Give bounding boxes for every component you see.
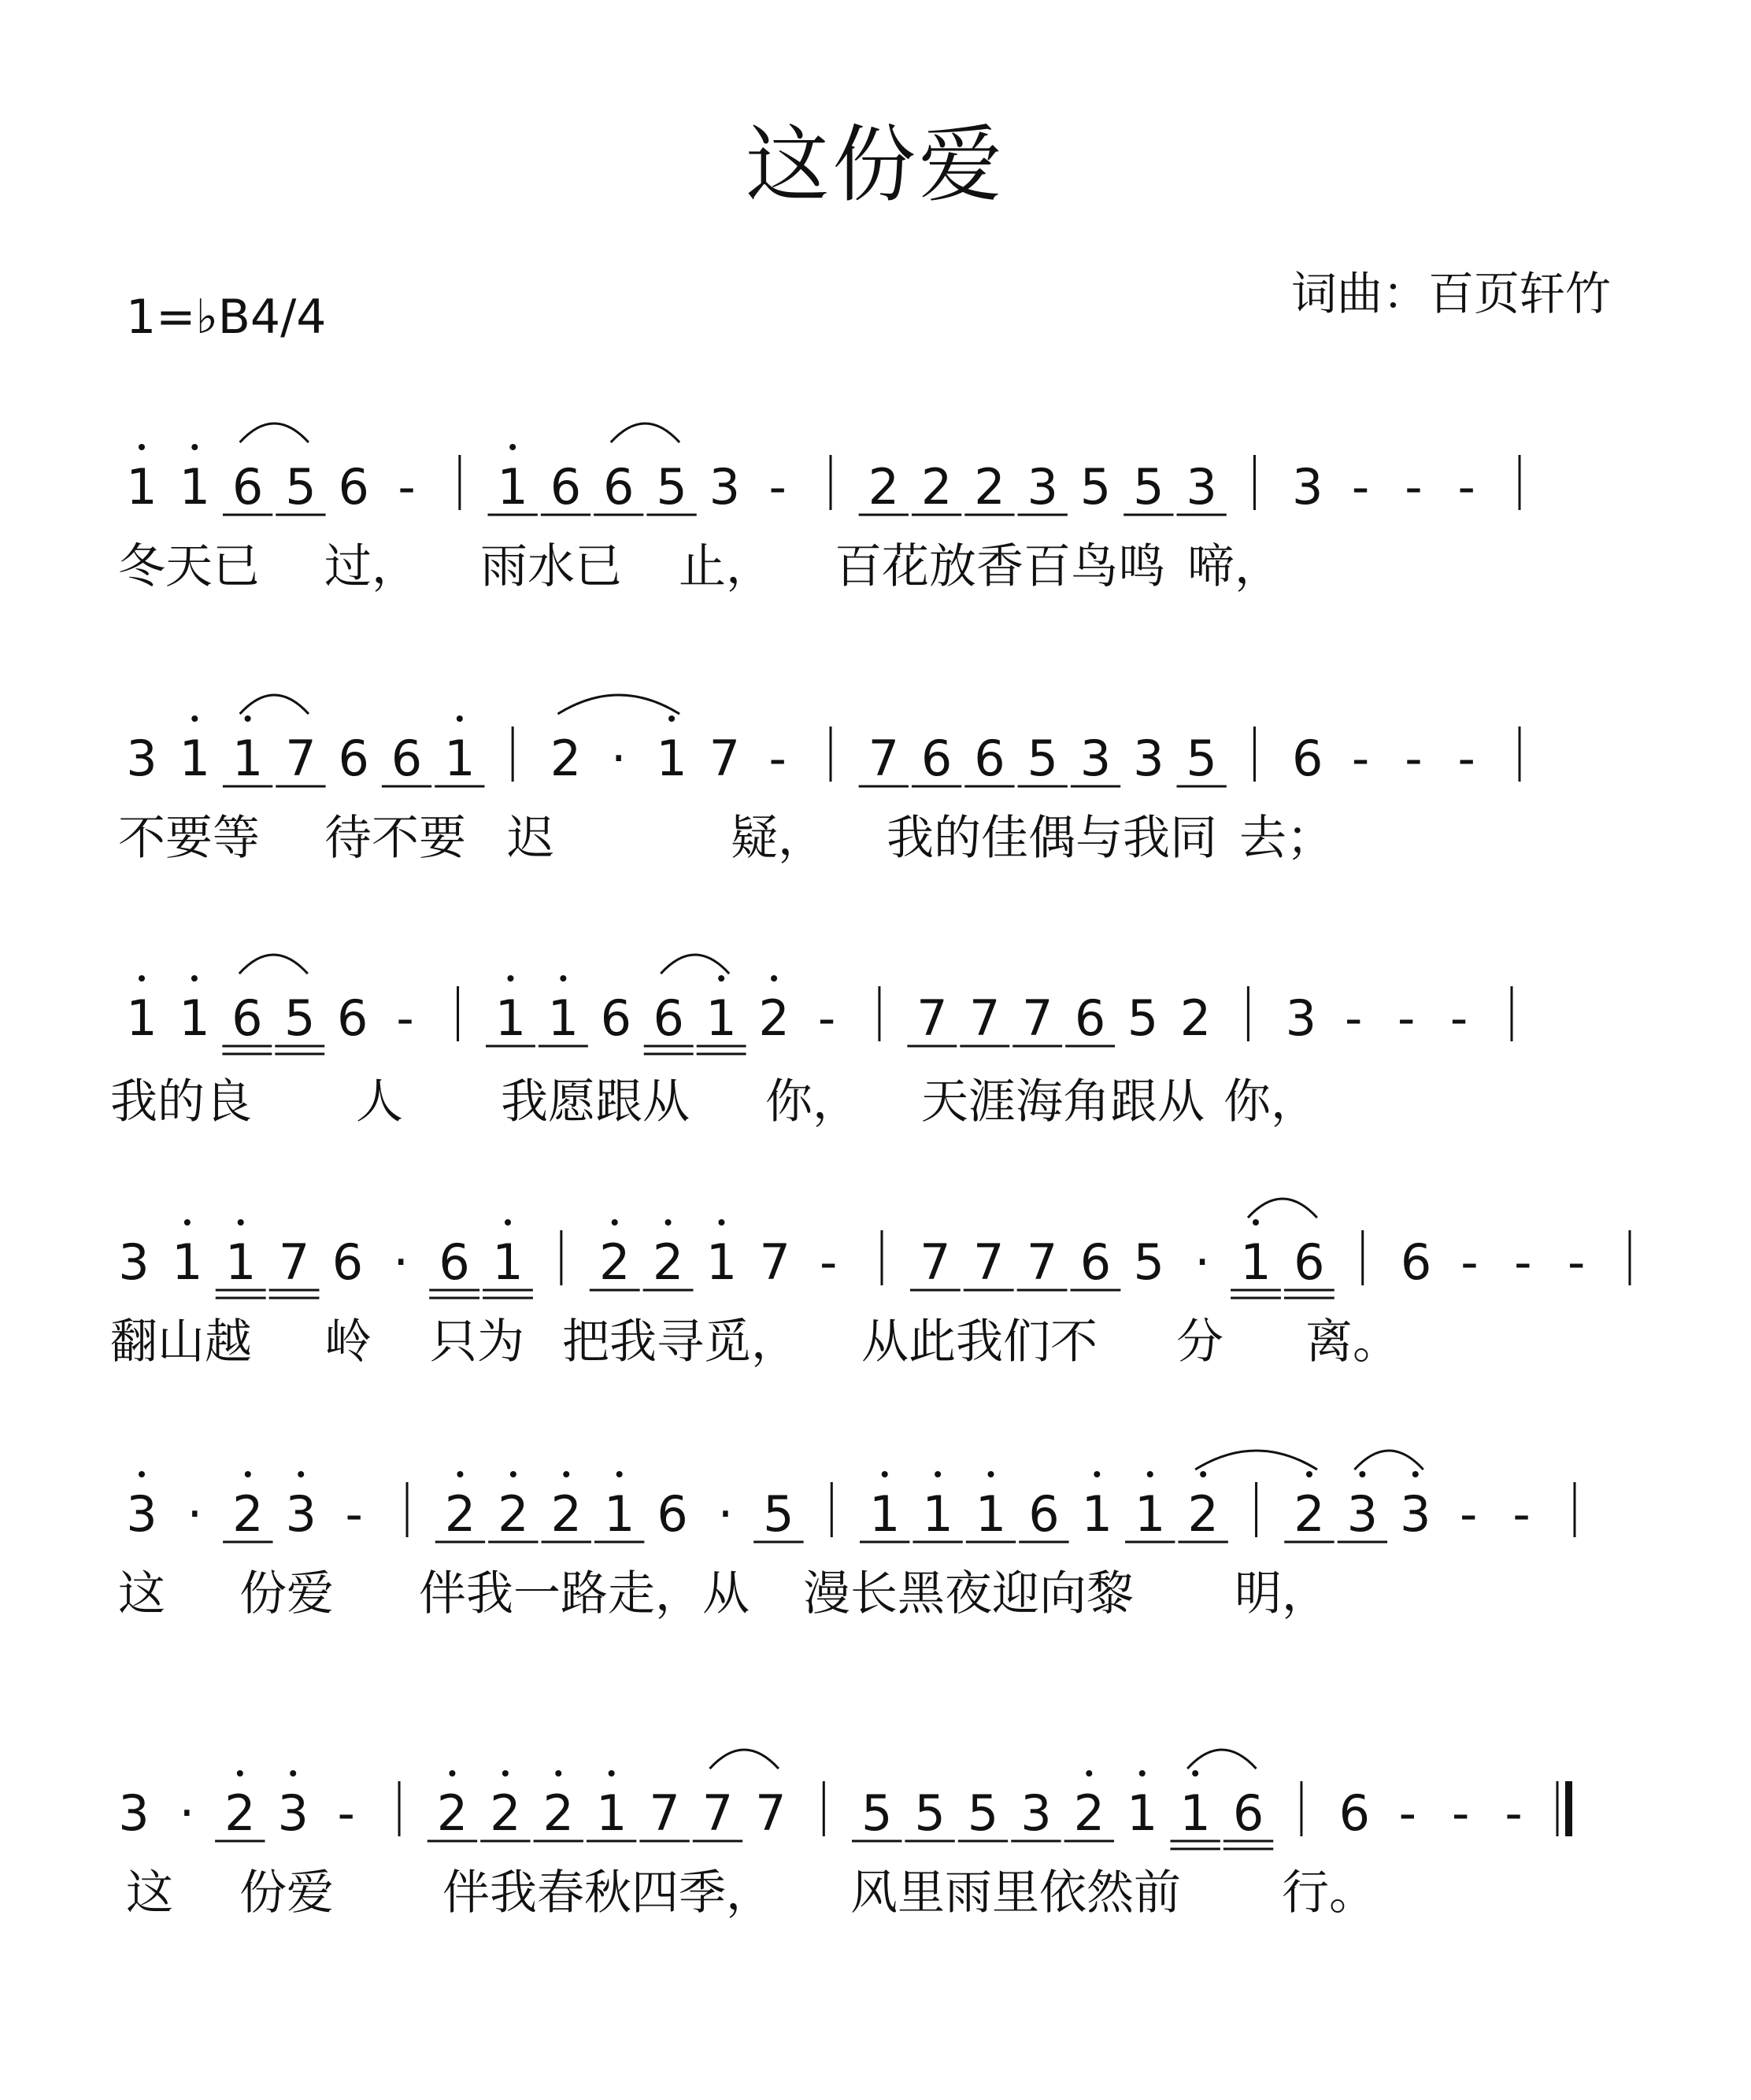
note: 5 <box>1079 458 1112 516</box>
note: 2 <box>1073 1784 1105 1842</box>
note: 6 <box>1294 1233 1325 1291</box>
note: 5 <box>1133 458 1164 516</box>
slur <box>1354 1451 1423 1470</box>
note: 2 <box>868 458 900 516</box>
note: 1 <box>656 730 687 787</box>
lyric-phrase: 明， <box>1235 1566 1329 1621</box>
extension-dash: - <box>1505 1784 1523 1842</box>
octave-dot <box>191 975 198 982</box>
note: 6 <box>1074 989 1106 1047</box>
lyric-phrase: 你， <box>1223 1074 1318 1129</box>
note: 6 <box>391 730 423 787</box>
octave-dot <box>1306 1471 1312 1477</box>
note: 5 <box>1133 1233 1165 1291</box>
slur <box>240 423 309 442</box>
note: 3 <box>126 730 157 787</box>
lyric-phrase: 行。 <box>1282 1865 1376 1921</box>
note: 1 <box>1127 1784 1158 1842</box>
note: 6 <box>603 458 635 516</box>
extension-dash: - <box>1398 1784 1416 1842</box>
lyric-phrase: 止， <box>679 539 773 594</box>
octave-dot <box>245 715 251 722</box>
octave-dot <box>139 975 145 982</box>
octave-dot <box>1192 1770 1198 1776</box>
octave-dot <box>184 1219 191 1226</box>
note: 1 <box>547 989 579 1047</box>
lyric-phrase: 离。 <box>1305 1314 1400 1370</box>
octave-dot <box>290 1770 296 1776</box>
composer-credit: 词曲：百页轩竹 <box>1291 267 1612 320</box>
note: 3 <box>1133 730 1164 787</box>
score-line-6 <box>118 1750 1572 1921</box>
note: 2 <box>444 1485 476 1543</box>
octave-dot <box>988 1471 994 1477</box>
dot: · <box>610 730 627 787</box>
dot: · <box>393 1233 409 1291</box>
note: 6 <box>1400 1233 1432 1291</box>
octave-dot <box>457 715 463 722</box>
note: 1 <box>1135 1485 1166 1543</box>
note: 2 <box>224 1784 256 1842</box>
note: 1 <box>603 1485 635 1543</box>
lyric-phrase: 疑， <box>731 811 825 866</box>
note: 1 <box>868 1485 901 1543</box>
slur <box>661 955 729 974</box>
note: 2 <box>758 989 790 1047</box>
lyric-phrase: 这 <box>126 1865 173 1921</box>
lyric-phrase: 从此我们不 <box>861 1314 1098 1370</box>
note: 1 <box>705 1233 738 1291</box>
note: 3 <box>1186 458 1217 516</box>
final-barline-thick <box>1565 1781 1572 1836</box>
note: 1 <box>126 458 157 516</box>
note: 2 <box>232 1485 264 1543</box>
extension-dash: - <box>1397 989 1416 1047</box>
note: 1 <box>179 730 211 787</box>
lyric-phrase: 翻山越 <box>110 1314 252 1370</box>
lyric-phrase: 分 <box>1176 1314 1223 1370</box>
octave-dot <box>718 1219 724 1226</box>
note: 3 <box>1285 989 1317 1047</box>
note: 3 <box>118 1233 150 1291</box>
note: 3 <box>1346 1485 1379 1543</box>
note: 6 <box>231 989 263 1047</box>
note: 2 <box>1187 1485 1219 1543</box>
note: 3 <box>1400 1485 1431 1543</box>
note: 3 <box>1027 458 1058 516</box>
note: 3 <box>285 1485 317 1543</box>
note: 6 <box>1292 730 1323 787</box>
dot: · <box>717 1485 734 1543</box>
note: 7 <box>702 1784 734 1842</box>
note: 7 <box>649 1784 680 1842</box>
extension-dash: - <box>1567 1233 1586 1291</box>
note: 2 <box>498 1485 529 1543</box>
note: 2 <box>598 1233 631 1291</box>
octave-dot <box>1086 1770 1092 1776</box>
note: 6 <box>338 458 369 516</box>
note: 5 <box>1127 989 1159 1047</box>
octave-dot <box>668 715 675 722</box>
dot: · <box>187 1485 203 1543</box>
extension-dash: - <box>1351 458 1370 516</box>
note: 1 <box>1240 1233 1272 1291</box>
extension-dash: - <box>1449 989 1468 1047</box>
note: 3 <box>1020 1784 1052 1842</box>
lyric-phrase: 雨水已 <box>480 539 622 594</box>
note: 7 <box>969 989 1001 1047</box>
note: 6 <box>338 730 369 787</box>
lyric-phrase: 啼， <box>1187 539 1282 594</box>
extension-dash: - <box>396 989 414 1047</box>
octave-dot <box>505 1219 511 1226</box>
score-line-3 <box>110 955 1512 1129</box>
note: 7 <box>709 730 741 787</box>
note: 7 <box>1021 989 1053 1047</box>
note: 2 <box>490 1784 521 1842</box>
note: 7 <box>759 1233 791 1291</box>
extension-dash: - <box>1512 1485 1531 1543</box>
note: 2 <box>550 1485 582 1543</box>
note: 1 <box>126 989 157 1047</box>
lyric-phrase: 份爱 <box>239 1865 334 1921</box>
score-line-2 <box>118 695 1520 866</box>
lyric-phrase: 你， <box>765 1074 860 1129</box>
lyric-phrase: 百花放香百鸟鸣 <box>835 539 1165 594</box>
extension-dash: - <box>1460 1233 1479 1291</box>
octave-dot <box>191 444 198 450</box>
octave-dot <box>1359 1471 1365 1477</box>
octave-dot <box>139 1471 145 1477</box>
note: 2 <box>974 458 1005 516</box>
note: 5 <box>861 1784 893 1842</box>
extension-dash: - <box>1345 989 1363 1047</box>
note: 1 <box>492 1233 524 1291</box>
note: 6 <box>653 989 684 1047</box>
song-title: 这份爱 <box>746 116 1005 213</box>
octave-dot <box>1412 1471 1419 1477</box>
note: 6 <box>231 458 264 516</box>
note: 6 <box>439 1233 470 1291</box>
lyric-phrase: 份爱 <box>239 1566 334 1621</box>
note: 1 <box>231 730 264 787</box>
extension-dash: - <box>398 458 416 516</box>
octave-dot <box>1147 1471 1153 1477</box>
note: 1 <box>497 458 528 516</box>
note: 6 <box>1232 1784 1264 1842</box>
octave-dot <box>245 1471 251 1477</box>
octave-dot <box>509 444 516 450</box>
lyric-phrase: 伴我春秋四季， <box>442 1865 773 1921</box>
slur <box>1195 1451 1317 1470</box>
note: 2 <box>920 458 953 516</box>
note: 1 <box>975 1485 1007 1543</box>
note: 2 <box>1179 989 1212 1047</box>
note: 7 <box>285 730 317 787</box>
note: 3 <box>126 1485 157 1543</box>
note: 6 <box>920 730 953 787</box>
note: 5 <box>1027 730 1058 787</box>
octave-dot <box>502 1770 509 1776</box>
note: 2 <box>542 1784 574 1842</box>
octave-dot <box>457 1471 463 1477</box>
octave-dot <box>555 1770 561 1776</box>
lyric-phrase: 伴我一路走，从 <box>419 1566 750 1621</box>
slur <box>709 1750 778 1769</box>
octave-dot <box>560 975 566 982</box>
octave-dot <box>507 975 513 982</box>
note: 5 <box>284 989 316 1047</box>
extension-dash: - <box>1405 730 1423 787</box>
note: 2 <box>436 1784 468 1842</box>
note: 1 <box>494 989 527 1047</box>
octave-dot <box>563 1471 569 1477</box>
note: 7 <box>278 1233 310 1291</box>
extension-dash: - <box>1457 730 1475 787</box>
extension-dash: - <box>1457 458 1475 516</box>
note: 7 <box>972 1233 1005 1291</box>
lyric-phrase: 去； <box>1239 811 1334 866</box>
extension-dash: - <box>1459 1485 1478 1543</box>
extension-dash: - <box>1514 1233 1532 1291</box>
note: 6 <box>1028 1485 1060 1543</box>
lyric-phrase: 待不要 <box>324 811 466 866</box>
extension-dash: - <box>345 1485 363 1543</box>
octave-dot <box>616 1471 623 1477</box>
lyric-phrase: 风里雨里依然前 <box>850 1865 1181 1921</box>
note: 7 <box>1026 1233 1058 1291</box>
octave-dot <box>298 1471 304 1477</box>
note: 5 <box>285 458 317 516</box>
octave-dot <box>1253 1219 1259 1226</box>
note: 6 <box>1079 1233 1112 1291</box>
slur <box>557 695 679 714</box>
note: 5 <box>1186 730 1217 787</box>
lyric-phrase: 这 <box>118 1566 165 1621</box>
lyric-phrase: 天涯海角跟从 <box>921 1074 1205 1129</box>
note: 7 <box>920 1233 951 1291</box>
octave-dot <box>191 715 198 722</box>
note: 7 <box>916 989 948 1047</box>
note: 1 <box>595 1784 627 1842</box>
octave-dot <box>882 1471 888 1477</box>
note: 7 <box>755 1784 787 1842</box>
note: 2 <box>1294 1485 1325 1543</box>
octave-dot <box>1200 1471 1206 1477</box>
octave-dot <box>609 1770 615 1776</box>
octave-dot <box>510 1471 516 1477</box>
note: 1 <box>224 1233 257 1291</box>
lyric-phrase: 把我寻觅， <box>562 1314 798 1370</box>
note: 6 <box>657 1485 688 1543</box>
lyric-phrase: 我愿跟从 <box>501 1074 690 1129</box>
lyric-phrase: 迟 <box>507 811 554 866</box>
key-signature: 1=♭B4/4 <box>126 290 327 345</box>
octave-dot <box>139 444 145 450</box>
extension-dash: - <box>817 989 836 1047</box>
lyric-phrase: 我的佳偶与我同 <box>887 811 1217 866</box>
octave-dot <box>612 1219 618 1226</box>
note: 5 <box>967 1784 999 1842</box>
note: 3 <box>1079 730 1112 787</box>
slur <box>239 955 308 974</box>
extension-dash: - <box>819 1233 838 1291</box>
note: 5 <box>763 1485 794 1543</box>
note: 3 <box>118 1784 150 1842</box>
lyric-phrase: 岭 <box>324 1314 372 1370</box>
extension-dash: - <box>768 458 787 516</box>
note: 1 <box>172 1233 203 1291</box>
octave-dot <box>771 975 777 982</box>
lyric-phrase: 冬天已 <box>118 539 260 594</box>
extension-dash: - <box>1405 458 1423 516</box>
note: 3 <box>1292 458 1323 516</box>
note: 6 <box>974 730 1005 787</box>
note: 6 <box>331 1233 364 1291</box>
extension-dash: - <box>1451 1784 1470 1842</box>
note: 5 <box>656 458 687 516</box>
octave-dot <box>935 1471 941 1477</box>
note: 2 <box>550 730 582 787</box>
lyric-phrase: 漫长黑夜迎向黎 <box>803 1566 1134 1621</box>
note: 3 <box>277 1784 309 1842</box>
score-line-4 <box>110 1199 1630 1370</box>
slur <box>1187 1750 1256 1769</box>
octave-dot <box>665 1219 672 1226</box>
note: 1 <box>1081 1485 1113 1543</box>
note: 1 <box>444 730 476 787</box>
lyric-phrase: 过， <box>324 539 419 594</box>
note: 1 <box>1179 1784 1211 1842</box>
octave-dot <box>449 1770 455 1776</box>
note: 1 <box>705 989 737 1047</box>
extension-dash: - <box>1351 730 1370 787</box>
slur <box>240 695 309 714</box>
octave-dot <box>237 1770 243 1776</box>
octave-dot <box>1139 1770 1146 1776</box>
lyric-phrase: 只为 <box>430 1314 524 1370</box>
extension-dash: - <box>768 730 787 787</box>
lyric-phrase: 不要等 <box>118 811 260 866</box>
octave-dot <box>718 975 724 982</box>
lyric-phrase: 人 <box>356 1074 403 1129</box>
slur <box>611 423 679 442</box>
note: 1 <box>179 989 210 1047</box>
note: 6 <box>600 989 632 1047</box>
octave-dot <box>1094 1471 1100 1477</box>
note: 2 <box>652 1233 684 1291</box>
slur <box>1248 1199 1317 1218</box>
dot: · <box>1194 1233 1211 1291</box>
note: 1 <box>179 458 211 516</box>
score-line-1 <box>118 423 1520 594</box>
note: 6 <box>550 458 582 516</box>
note: 3 <box>709 458 741 516</box>
note: 7 <box>868 730 900 787</box>
score-line-5 <box>118 1451 1575 1621</box>
note: 5 <box>914 1784 946 1842</box>
note: 6 <box>1338 1784 1371 1842</box>
extension-dash: - <box>337 1784 355 1842</box>
dot: · <box>179 1784 195 1842</box>
octave-dot <box>238 1219 244 1226</box>
note: 6 <box>336 989 368 1047</box>
note: 1 <box>922 1485 953 1543</box>
lyric-phrase: 我的良 <box>110 1074 252 1129</box>
